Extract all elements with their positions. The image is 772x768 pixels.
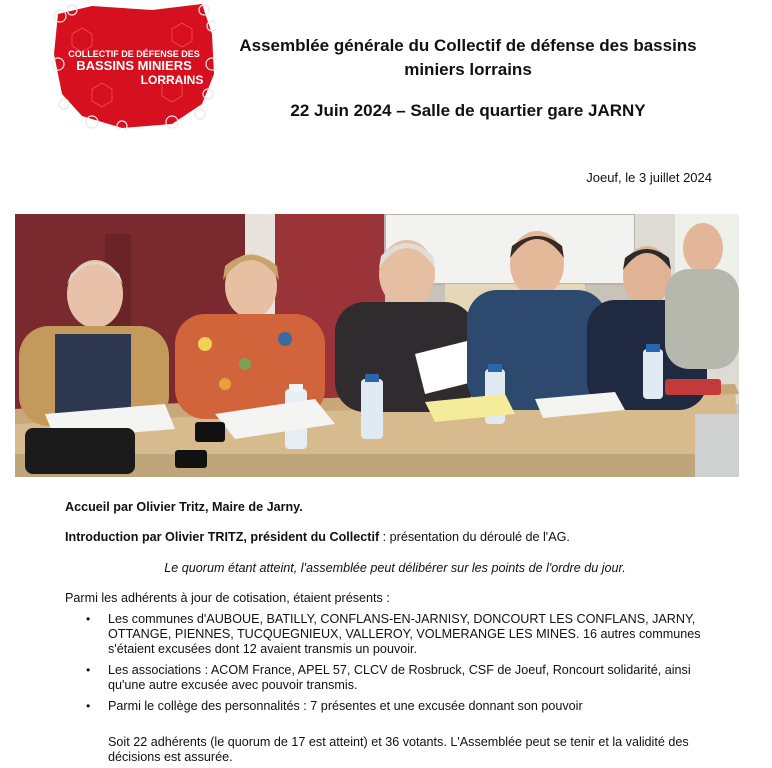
logo-line-1: COLLECTIF DE DÉFENSE DES bbox=[68, 49, 200, 59]
present-intro: Parmi les adhérents à jour de cotisation, étaient présents : bbox=[65, 591, 390, 605]
list-item-text: Les communes d'AUBOUE, BATILLY, CONFLANS-EN-JARNISY, DONCOURT LES CONFLANS, JARNY, OTTANGE, PIENNES, TUCQUEGNIEUX, VALLEROY, VOLMERANGE LES MINES. 16 autres communes s'étaient excusées dont 12 avaient transmis un pouvoir. bbox=[108, 612, 701, 656]
total-line: Soit 22 adhérents (le quorum de 17 est atteint) et 36 votants. L'Assemblée peut se tenir et la validité des décisions est assurée. bbox=[108, 735, 689, 764]
meeting-photo bbox=[15, 214, 739, 477]
logo-line-2: BASSINS MINIERS bbox=[76, 58, 192, 73]
quorum-line: Le quorum étant atteint, l'assemblée peut délibérer sur les points de l'ordre du jour. bbox=[164, 561, 626, 575]
logo-line-3: LORRAINS bbox=[140, 73, 204, 87]
date-line: Joeuf, le 3 juillet 2024 bbox=[586, 170, 712, 185]
document-subtitle: 22 Juin 2024 – Salle de quartier gare JARNY bbox=[290, 101, 646, 120]
list-item bbox=[65, 699, 715, 714]
list-item-text: Les associations : ACOM France, APEL 57, CLCV de Rosbruck, CSF de Joeuf, Roncourt solidarité, ainsi qu'une autre excusée avec pouvoir transmis. bbox=[108, 663, 691, 692]
collectif-logo bbox=[52, 4, 216, 130]
intro-rest: : présentation du déroulé de l'AG. bbox=[379, 530, 570, 544]
intro-bold: Introduction par Olivier TRITZ, président du Collectif bbox=[65, 530, 380, 544]
list-item bbox=[65, 612, 715, 657]
bullet-icon: • bbox=[86, 663, 91, 677]
intro-line bbox=[65, 530, 570, 545]
present-list bbox=[65, 612, 715, 720]
bullet-icon: • bbox=[86, 612, 91, 626]
bullet-icon: • bbox=[86, 699, 91, 713]
document-title: Assemblée générale du Collectif de défense des bassins miniers lorrains bbox=[239, 36, 697, 79]
list-item-text: Parmi le collège des personnalités : 7 présentes et une excusée donnant son pouvoir bbox=[108, 699, 583, 713]
list-item bbox=[65, 663, 715, 693]
welcome-line: Accueil par Olivier Tritz, Maire de Jarny. bbox=[65, 500, 303, 514]
